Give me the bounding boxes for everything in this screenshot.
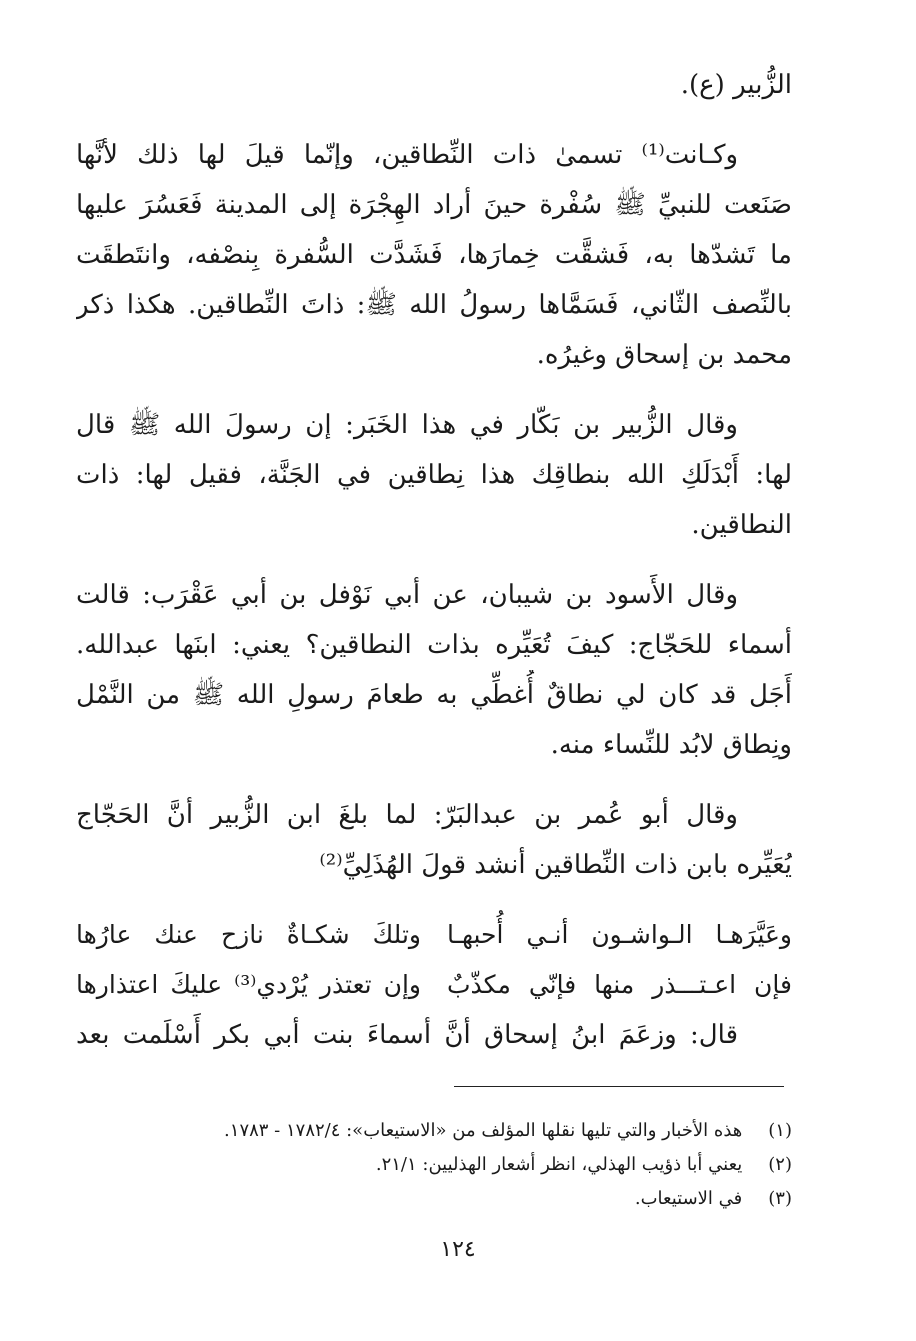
footnote xyxy=(76,1148,792,1182)
text-line: أسماء للحَجّاج: كيفَ تُعَيِّره بذات النطاقين؟ يعني: ابنَها عبدالله. xyxy=(76,630,792,660)
footnote xyxy=(76,1114,792,1148)
text-line: أَجَل قد كان لي نطاقٌ أُغطِّي به طعامَ رسولِ الله ﷺ من النَّمْل xyxy=(76,680,792,710)
verse-second-hemistich: وتلكَ شكـاةٌ نازح عنك عارُها xyxy=(76,920,421,949)
text-line: ونِطاق لابُد للنِّساء منه. xyxy=(550,730,792,760)
footnote-text: في الاستيعاب. xyxy=(634,1188,743,1209)
verse-first-hemistich: وعَيَّرَهـا الـواشـون أنـي أُحبهـا xyxy=(447,920,792,949)
text-line: لها: أَبْدَلَكِ الله بنطاقِك هذا نِطاقين في الجَنَّة، فقيل لها: ذات xyxy=(76,460,792,490)
paragraph-4 xyxy=(76,570,792,770)
page-number: ١٢٤ xyxy=(440,1237,476,1262)
text-line: ما تَشدّها به، فَشقَّت خِمارَها، فَشَدَّت السُّفرة بِنصْفه، وانتَطقَت xyxy=(76,240,792,270)
footnotes xyxy=(76,1114,792,1216)
text-line: محمد بن إسحاق وغيرُه. xyxy=(536,340,792,370)
poem xyxy=(76,910,792,1010)
text-line: وكـانت⁽¹⁾ تسمىٰ ذات النِّطاقين، وإنّما قيلَ لها ذلك لأنَّها xyxy=(76,140,738,170)
footnote-divider xyxy=(454,1086,784,1087)
footnote-number: (٣) xyxy=(768,1188,792,1209)
text-line: الزُّبير (ع). xyxy=(680,70,792,100)
text-line: وقال أبو عُمر بن عبدالبَرّ: لما بلغَ ابن الزُّبير أنَّ الحَجّاج xyxy=(76,800,738,830)
closing-line: قال: وزعَمَ ابنُ إسحاق أنَّ أسماءَ بنت أبي بكر أَسْلَمت بعد xyxy=(76,1020,738,1050)
paragraph-1 xyxy=(76,60,792,110)
text-line: وقال الزُّبير بن بَكّار في هذا الخَبَر: إن رسولَ الله ﷺ قال xyxy=(76,410,738,440)
text-line: يُعَيِّره بابن ذات النِّطاقين أنشد قولَ الهُذَلِيِّ⁽²⁾ xyxy=(319,850,792,880)
main-text xyxy=(76,60,792,1060)
verse-line xyxy=(76,960,792,1010)
footnote xyxy=(76,1182,792,1216)
footnote-text: هذه الأخبار والتي تليها نقلها المؤلف من «الاستيعاب»: ١٧٨٢/٤ - ١٧٨٣. xyxy=(224,1120,743,1141)
footnote-number: (٢) xyxy=(768,1154,792,1175)
footnote-text: يعني أبا ذؤيب الهذلي، انظر أشعار الهذليين: ٢١/١. xyxy=(375,1154,743,1175)
text-line: بالنِّصف الثّاني، فَسَمَّاها رسولُ الله ﷺ: ذاتَ النِّطاقين. هكذا ذكر xyxy=(76,290,792,320)
paragraph-3 xyxy=(76,400,792,550)
text-line: وقال الأَسود بن شيبان، عن أبي نَوْفل بن أبي عَقْرَب: قالت xyxy=(76,580,738,610)
verse-first-hemistich: فإن اعـتـــذر منها فإنّي مكذّبٌ xyxy=(447,970,792,999)
verse-line xyxy=(76,910,792,960)
footnote-number: (١) xyxy=(768,1120,792,1141)
text-line: النطاقين. xyxy=(691,510,792,540)
verse-second-hemistich: وإن تعتذر يُرْدي⁽³⁾ عليكَ اعتذارها xyxy=(76,970,421,999)
paragraph-5 xyxy=(76,790,792,890)
text-line: صَنَعت للنبيِّ ﷺ سُفْرة حينَ أراد الهِجْرَة إلى المدينة فَعَسُرَ عليها xyxy=(76,190,792,220)
paragraph-2 xyxy=(76,130,792,380)
